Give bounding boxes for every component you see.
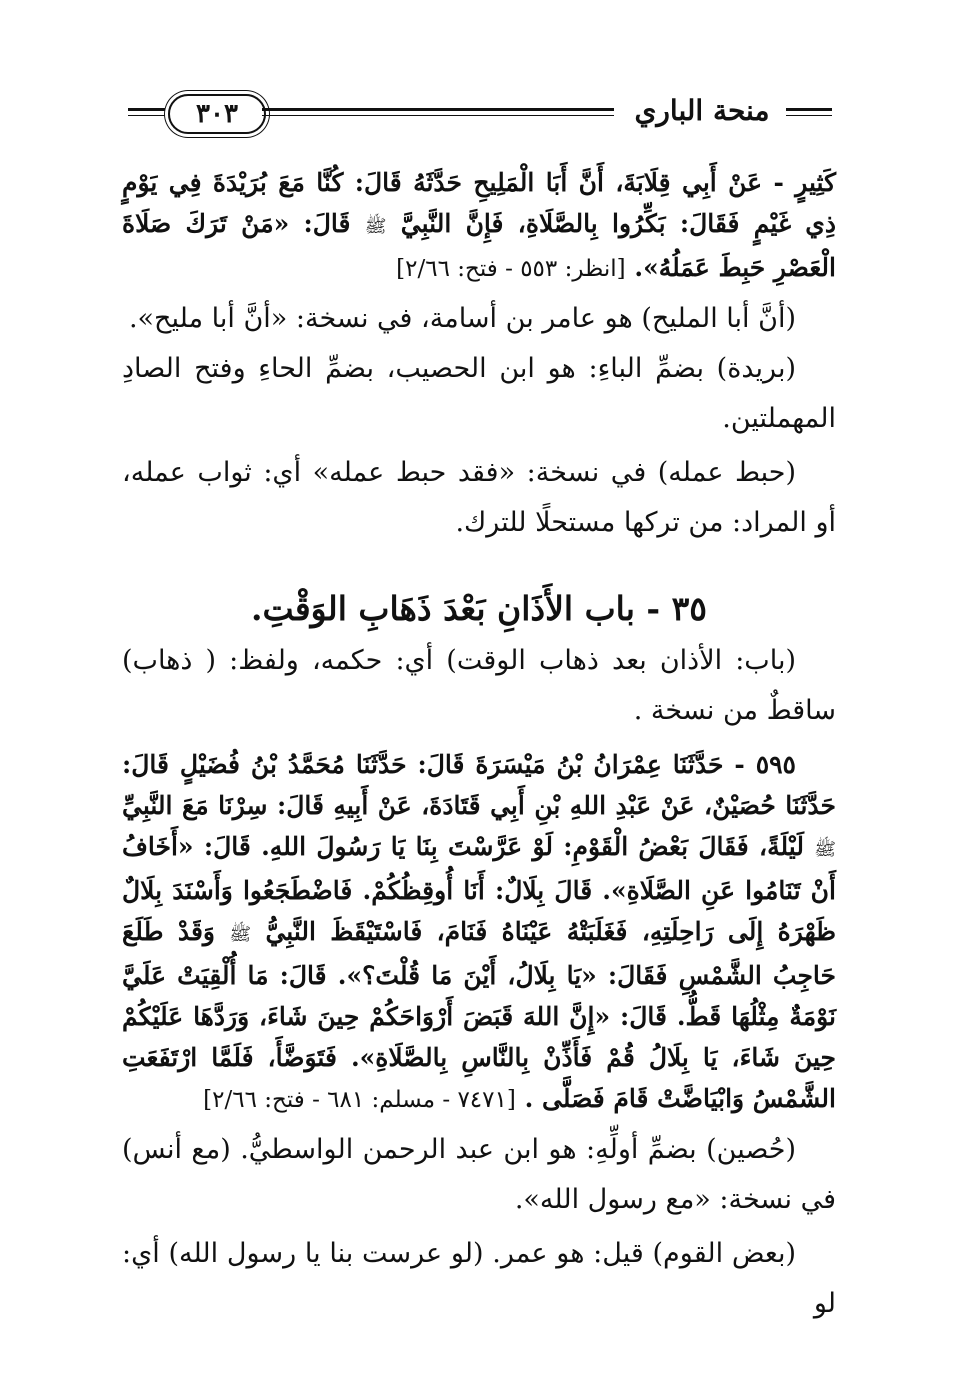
hadith-text-continued	[122, 162, 836, 290]
chapter-heading: ٣٥ - باب الأَذَانِ بَعْدَ ذَهَابِ الوَقْتِ.	[250, 589, 708, 628]
hadith-reference: [انظر: ٥٥٣ - فتح: ٢/٦٦]	[396, 256, 626, 282]
header-rule-middle	[262, 108, 614, 116]
hadith-text	[122, 744, 836, 1121]
commentary-note: (أنَّ أبا المليح) هو عامر بن أسامة، في نسخة: «أنَّ أبا مليح».	[128, 303, 796, 334]
hadith-part: قَالَ: «مَنْ تَرَكَ صَلَاةَ الْعَصْرِ حَبِطَ عَمَلُهُ».	[122, 209, 836, 282]
salawat-glyph: ﷺ	[364, 216, 387, 237]
page-content	[122, 162, 836, 1329]
hadith-part: وَقَدْ طَلَعَ حَاجِبُ الشَّمْسِ فَقَالَ: «يَا بِلَالُ، أَيْنَ مَا قُلْتَ؟». قَالَ: مَا أُلْقِيَتْ عَلَيَّ نَوْمَةٌ مِثْلُهَا قَطُّ. قَالَ: «إِنَّ اللهَ قَبَضَ أَرْوَاحَكُمْ حِينَ شَاءَ، وَرَدَّهَا عَلَيْكُمْ حِينَ شَاءَ، يَا بِلَالُ قُمْ فَأَذِّنْ بِالنَّاسِ بِالصَّلَاةِ». فَتَوَضَّأَ، فَلَمَّا ارْتَفَعَتِ الشَّمْسُ وَابْيَاضَّتْ قَامَ فَصَلَّى .	[122, 917, 836, 1113]
commentary-note: (حبط عمله) في نسخة: «فقد حبط عمله» أي: ثواب عمله، أو المراد: من تركها مستحلًا للترك.	[122, 457, 836, 538]
salawat-glyph: ﷺ	[814, 839, 836, 860]
salawat-glyph: ﷺ	[229, 924, 252, 945]
commentary-note: (بعض القوم) قيل: هو عمر. (لو عرست بنا يا رسول الله) أي: لو	[122, 1238, 836, 1319]
commentary-note: (حُصين) بضمِّ أولِّهِ: هو ابن عبد الرحمن الواسطيُّ. (مع أنس) في نسخة: «مع رسول الله».	[122, 1134, 836, 1215]
header-rule-left	[128, 108, 168, 116]
commentary-note: (بريدة) بضمِّ الباءِ: هو ابن الحصيب، بضمِّ الحاءِ وفتح الصادِ المهملتين.	[122, 353, 836, 434]
page-number-badge	[168, 94, 266, 134]
hadith-part: لَيْلَةً، فَقَالَ بَعْضُ الْقَوْمِ: لَوْ عَرَّسْتَ بِنَا يَا رَسُولَ اللهِ. قَالَ: «أَخَافُ أَنْ تَنَامُوا عَنِ الصَّلَاةِ». قَالَ بِلَالٌ: أَنَا أُوقِظُكُمْ. فَاضْطَجَعُوا وَأَسْنَدَ بِلَالٌ ظَهْرَهُ إِلَى رَاحِلَتِهِ، فَغَلَبَتْهُ عَيْنَاهُ فَنَامَ، فَاسْتَيْقَظَ النَّبِيُّ	[122, 832, 836, 946]
hadith-part: ٥٩٥ - حَدَّثَنَا عِمْرَانُ بْنُ مَيْسَرَةَ قَالَ: حَدَّثَنَا مُحَمَّدُ بْنُ فُضَيْلٍ قَالَ: حَدَّثَنَا حُصَيْنٌ، عَنْ عَبْدِ اللهِ بْنِ أَبِي قَتَادَةَ، عَنْ أَبِيهِ قَالَ: سِرْنَا مَعَ النَّبِيِّ	[122, 750, 836, 820]
header-rule-right	[786, 108, 832, 116]
hadith-reference: [٧٤٧١ - مسلم: ٦٨١ - فتح: ٢/٦٦]	[203, 1087, 516, 1113]
page-number: ٣٠٣	[196, 99, 238, 129]
page-header	[0, 88, 956, 148]
running-title: منحة الباري	[634, 94, 770, 127]
commentary-note: (باب: الأذان بعد ذهاب الوقت) أي: حكمه، ولفظ: ( ذهاب) ساقطٌ من نسخة .	[122, 645, 836, 726]
hadith-part: كَثِيرٍ - عَنْ أَبِي قِلَابَةَ، أَنَّ أَبَا الْمَلِيحِ حَدَّثَهُ قَالَ: كُنَّا مَعَ بُرَيْدَةَ فِي يَوْمٍ ذِي غَيْمٍ فَقَالَ: بَكِّرُوا بِالصَّلَاةِ، فَإِنَّ النَّبِيَّ	[122, 168, 836, 238]
